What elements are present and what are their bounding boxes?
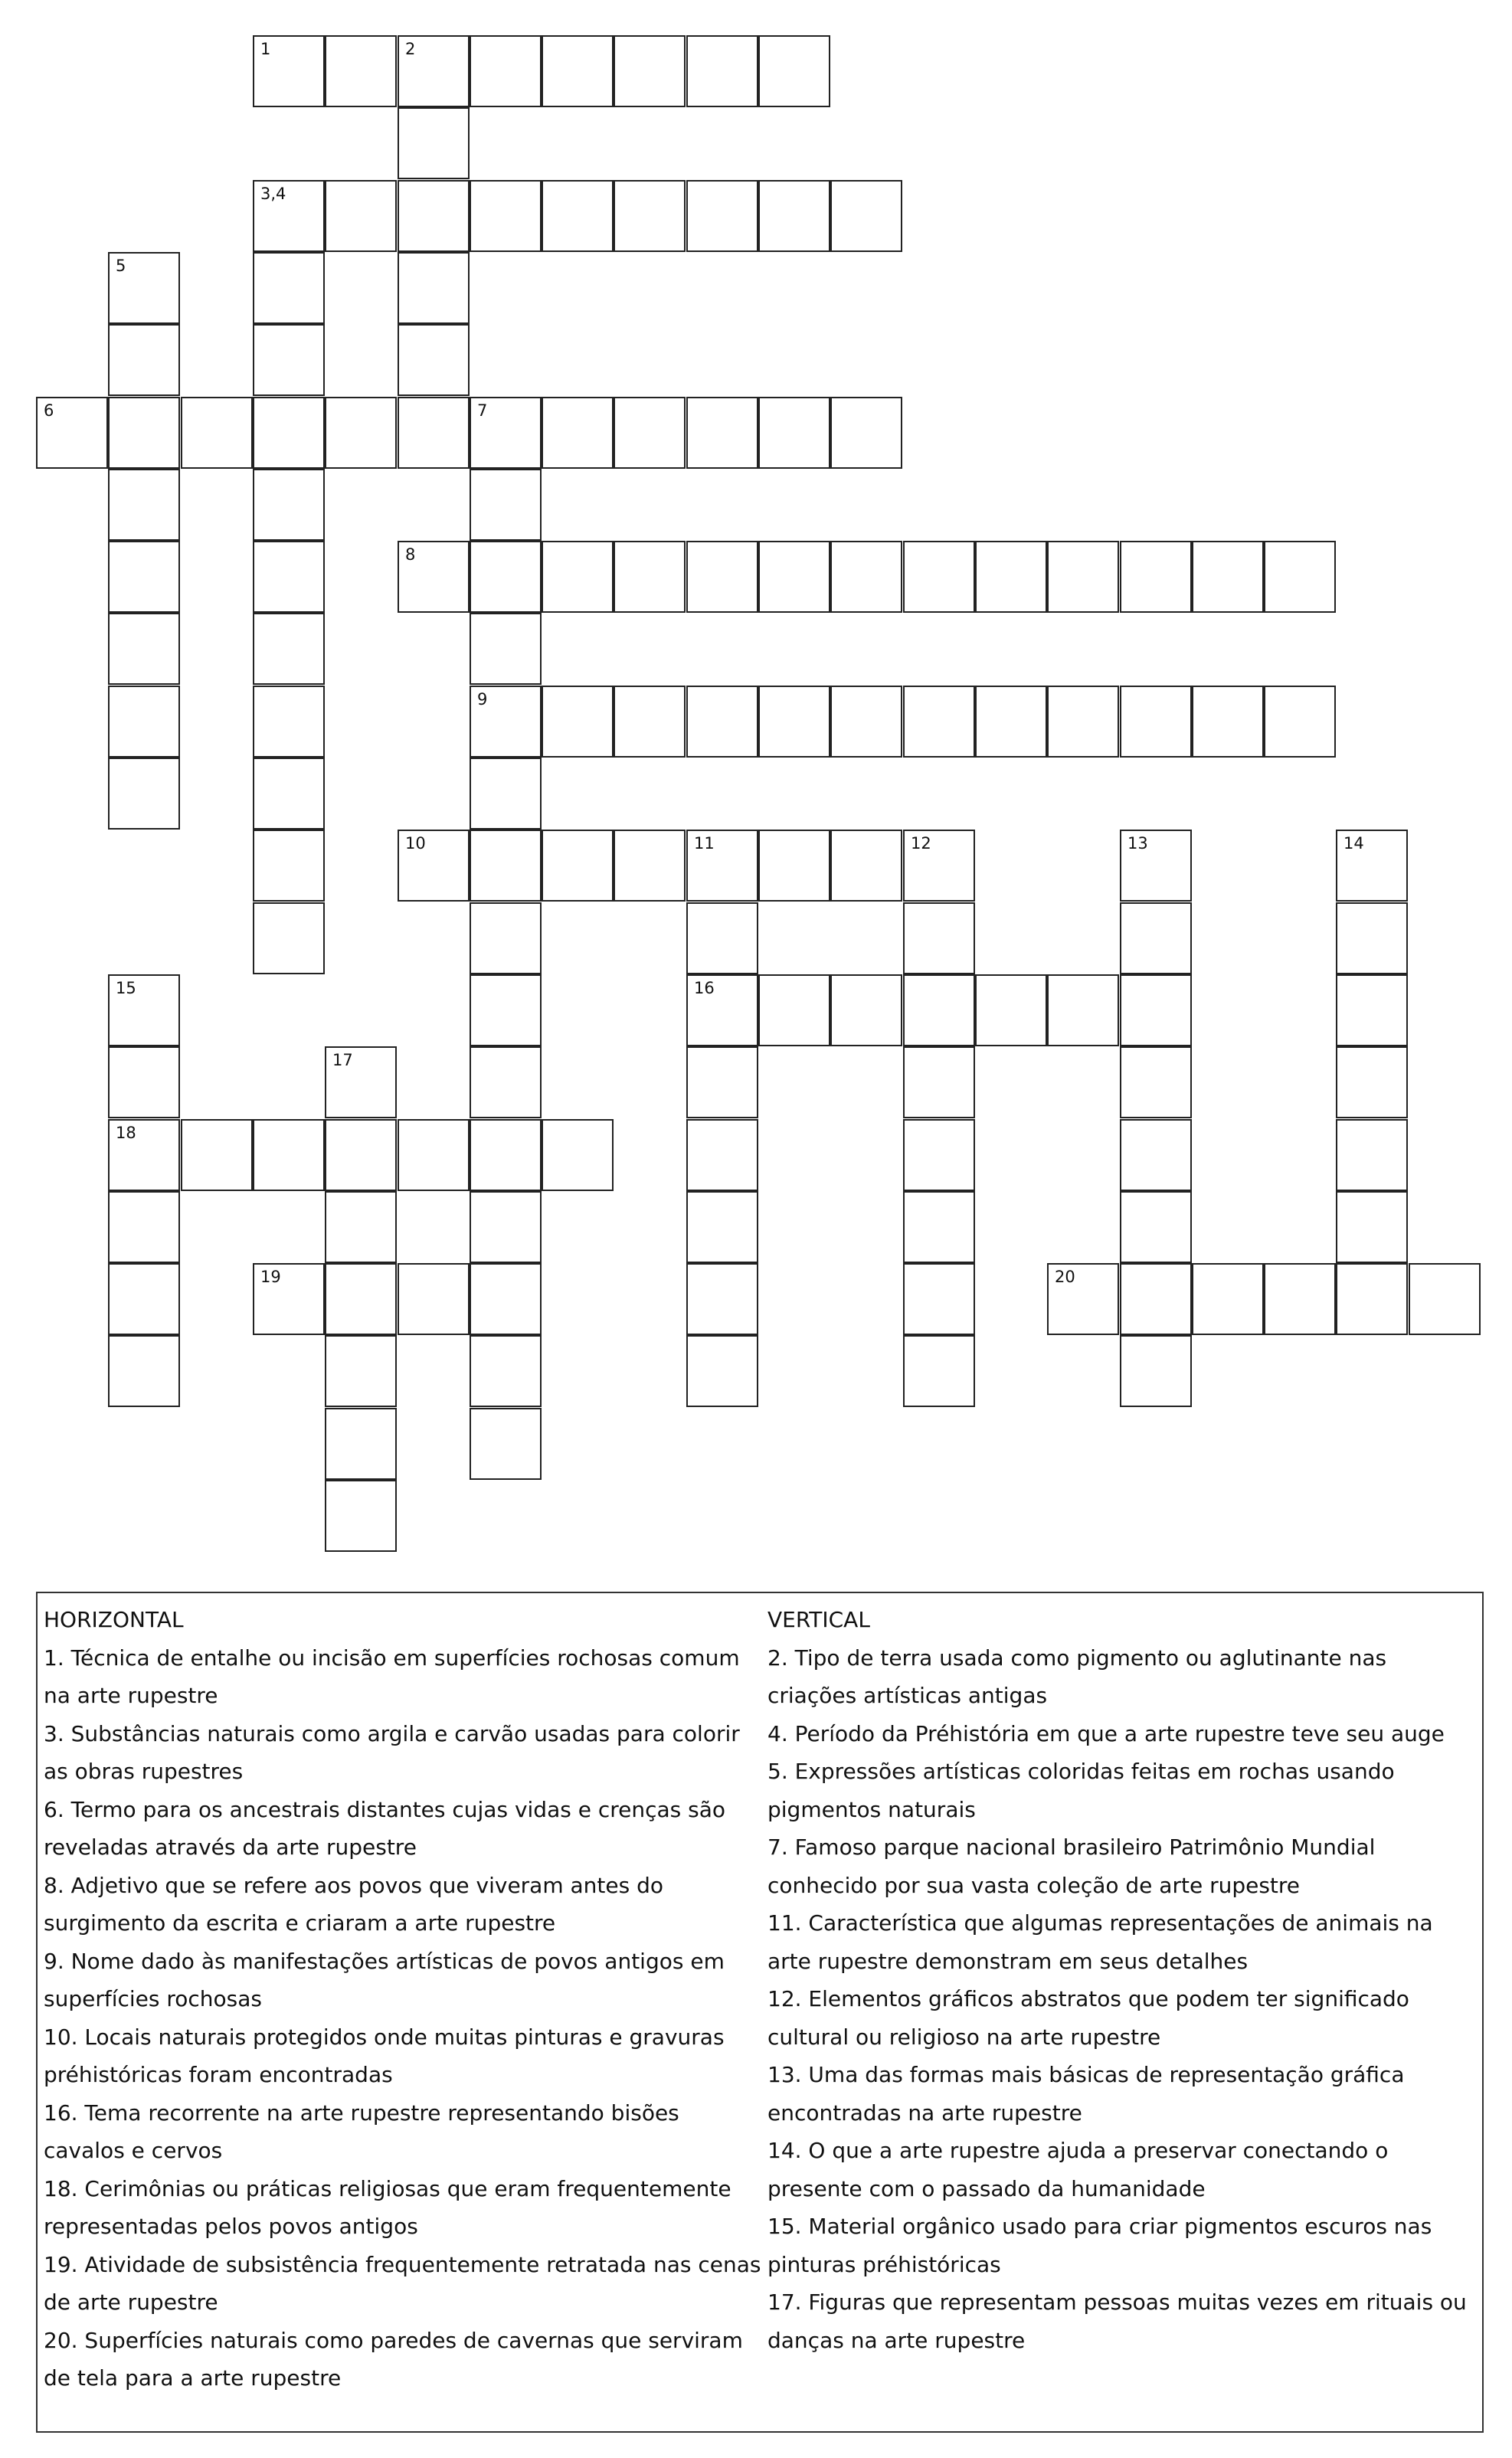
- clue-number: 16: [694, 979, 715, 997]
- clue-number: 7: [477, 401, 488, 420]
- grid-cell[interactable]: [1120, 830, 1192, 902]
- clue-h-18: 18. Cerimônias ou práticas religiosas que eram frequentemente representadas pelos povos antigos: [44, 2175, 731, 2239]
- grid-cell[interactable]: [686, 1335, 758, 1407]
- grid-cell[interactable]: [108, 541, 180, 613]
- clue-v-11: 11. Característica que algumas representações de animais na arte rupestre demonstram em seus detalhes: [767, 1910, 1433, 1974]
- grid-cell[interactable]: [1336, 974, 1408, 1046]
- grid-cell[interactable]: [253, 324, 325, 396]
- grid-cell[interactable]: [1047, 1263, 1119, 1335]
- grid-cell[interactable]: [1120, 1335, 1192, 1407]
- grid-cell[interactable]: [108, 613, 180, 685]
- clue-number: 18: [116, 1124, 136, 1142]
- grid-cell[interactable]: [542, 180, 614, 252]
- grid-cell[interactable]: [325, 1046, 397, 1118]
- grid-cell[interactable]: [614, 397, 686, 469]
- grid-cell[interactable]: [470, 469, 542, 541]
- grid-cell[interactable]: [470, 180, 542, 252]
- grid-cell[interactable]: [1336, 830, 1408, 902]
- grid-cell[interactable]: [253, 686, 325, 758]
- grid-cell[interactable]: [398, 541, 470, 613]
- clue-v-5: 5. Expressões artísticas coloridas feitas em rochas usando pigmentos naturais: [767, 1759, 1395, 1822]
- grid-cell[interactable]: [614, 541, 686, 613]
- grid-cell[interactable]: [686, 1119, 758, 1191]
- grid-cell[interactable]: [253, 613, 325, 685]
- grid-cell[interactable]: [542, 397, 614, 469]
- grid-cell[interactable]: [903, 1191, 975, 1263]
- grid-cell[interactable]: [1120, 974, 1192, 1046]
- grid-cell[interactable]: [1120, 686, 1192, 758]
- grid-cell[interactable]: [181, 397, 253, 469]
- grid-cell[interactable]: [108, 1335, 180, 1407]
- clue-v-4: 4. Período da Préhistória em que a arte rupestre teve seu auge: [767, 1720, 1445, 1746]
- grid-cell[interactable]: [36, 397, 108, 469]
- grid-cell[interactable]: [686, 974, 758, 1046]
- clue-number: 12: [911, 834, 931, 853]
- grid-cell[interactable]: [253, 35, 325, 107]
- clue-v-12: 12. Elementos gráficos abstratos que podem ter significado cultural ou religioso na arte rupestre: [767, 1986, 1409, 2050]
- grid-cell[interactable]: [686, 1263, 758, 1335]
- grid-cell[interactable]: [686, 1046, 758, 1118]
- horizontal-clues: [44, 1601, 764, 2397]
- clue-number: 13: [1127, 834, 1148, 853]
- grid-cell[interactable]: [325, 180, 397, 252]
- grid-cell[interactable]: [1192, 686, 1264, 758]
- grid-cell[interactable]: [108, 1119, 180, 1191]
- horizontal-heading: HORIZONTAL: [44, 1607, 184, 1632]
- grid-cell[interactable]: [325, 1335, 397, 1407]
- grid-cell[interactable]: [108, 252, 180, 324]
- grid-cell[interactable]: [542, 830, 614, 902]
- clue-number: 15: [116, 979, 136, 997]
- grid-cell[interactable]: [470, 1263, 542, 1335]
- clue-number: 8: [405, 545, 416, 564]
- clue-v-14: 14. O que a arte rupestre ajuda a preservar conectando o presente com o passado da humanidade: [767, 2138, 1389, 2201]
- grid-cell[interactable]: [1120, 1046, 1192, 1118]
- clue-number: 20: [1055, 1268, 1075, 1286]
- grid-cell[interactable]: [108, 397, 180, 469]
- grid-cell[interactable]: [325, 1119, 397, 1191]
- clue-number: 14: [1343, 834, 1364, 853]
- grid-cell[interactable]: [975, 974, 1047, 1046]
- grid-cell[interactable]: [830, 541, 902, 613]
- grid-cell[interactable]: [830, 397, 902, 469]
- grid-cell[interactable]: [1192, 1263, 1264, 1335]
- grid-cell[interactable]: [398, 107, 470, 179]
- grid-cell[interactable]: [325, 1263, 397, 1335]
- grid-cell[interactable]: [398, 1263, 470, 1335]
- grid-cell[interactable]: [1047, 686, 1119, 758]
- grid-cell[interactable]: [686, 830, 758, 902]
- grid-cell[interactable]: [398, 397, 470, 469]
- clue-v-15: 15. Material orgânico usado para criar pigmentos escuros nas pinturas préhistóricas: [767, 2214, 1432, 2277]
- grid-cell[interactable]: [1336, 1191, 1408, 1263]
- clue-v-13: 13. Uma das formas mais básicas de representação gráfica encontradas na arte rupestre: [767, 2062, 1405, 2126]
- grid-cell[interactable]: [325, 1408, 397, 1480]
- grid-cell[interactable]: [542, 541, 614, 613]
- grid-cell[interactable]: [975, 541, 1047, 613]
- grid-cell[interactable]: [1264, 686, 1336, 758]
- grid-cell[interactable]: [253, 541, 325, 613]
- grid-cell[interactable]: [398, 35, 470, 107]
- grid-cell[interactable]: [686, 180, 758, 252]
- grid-cell[interactable]: [470, 1408, 542, 1480]
- grid-cell[interactable]: [108, 1263, 180, 1335]
- grid-cell[interactable]: [903, 902, 975, 974]
- grid-cell[interactable]: [758, 686, 830, 758]
- grid-cell[interactable]: [830, 830, 902, 902]
- grid-cell[interactable]: [903, 1046, 975, 1118]
- grid-cell[interactable]: [686, 397, 758, 469]
- grid-cell[interactable]: [108, 758, 180, 830]
- grid-cell[interactable]: [470, 974, 542, 1046]
- grid-cell[interactable]: [253, 830, 325, 902]
- grid-cell[interactable]: [470, 35, 542, 107]
- clue-h-3: 3. Substâncias naturais como argila e carvão usadas para colorir as obras rupestres: [44, 1720, 740, 1784]
- grid-cell[interactable]: [1336, 1046, 1408, 1118]
- clue-number: 11: [694, 834, 715, 853]
- clue-number: 3,4: [260, 185, 286, 203]
- clue-h-9: 9. Nome dado às manifestações artísticas de povos antigos em superfícies rochosas: [44, 1948, 725, 2011]
- grid-cell[interactable]: [325, 1480, 397, 1552]
- grid-cell[interactable]: [903, 830, 975, 902]
- grid-cell[interactable]: [1409, 1263, 1481, 1335]
- grid-cell[interactable]: [398, 180, 470, 252]
- grid-cell[interactable]: [758, 830, 830, 902]
- grid-cell[interactable]: [325, 397, 397, 469]
- grid-cell[interactable]: [253, 902, 325, 974]
- grid-cell[interactable]: [542, 1119, 614, 1191]
- grid-cell[interactable]: [1336, 902, 1408, 974]
- grid-cell[interactable]: [614, 830, 686, 902]
- grid-cell[interactable]: [686, 541, 758, 613]
- grid-cell[interactable]: [108, 1046, 180, 1118]
- clue-h-10: 10. Locais naturais protegidos onde muitas pinturas e gravuras préhistóricas foram encontradas: [44, 2024, 725, 2087]
- grid-cell[interactable]: [686, 686, 758, 758]
- grid-cell[interactable]: [181, 1119, 253, 1191]
- grid-cell[interactable]: [758, 180, 830, 252]
- grid-cell[interactable]: [108, 1191, 180, 1263]
- clue-number: 9: [477, 690, 488, 709]
- grid-cell[interactable]: [470, 541, 542, 613]
- grid-cell[interactable]: [470, 1119, 542, 1191]
- clue-v-17: 17. Figuras que representam pessoas muitas vezes em rituais ou danças na arte rupestre: [767, 2289, 1467, 2353]
- grid-cell[interactable]: [686, 35, 758, 107]
- grid-cell[interactable]: [758, 35, 830, 107]
- clue-number: 17: [332, 1051, 353, 1069]
- grid-cell[interactable]: [903, 1335, 975, 1407]
- clue-v-2: 2. Tipo de terra usada como pigmento ou aglutinante nas criações artísticas antigas: [767, 1645, 1387, 1708]
- grid-cell[interactable]: [253, 758, 325, 830]
- clue-h-6: 6. Termo para os ancestrais distantes cujas vidas e crenças são reveladas através da arte rupestre: [44, 1796, 726, 1860]
- grid-cell[interactable]: [470, 758, 542, 830]
- grid-cell[interactable]: [903, 974, 975, 1046]
- clue-h-19: 19. Atividade de subsistência frequentemente retratada nas cenas de arte rupestre: [44, 2251, 761, 2315]
- grid-cell[interactable]: [325, 1191, 397, 1263]
- clue-h-1: 1. Técnica de entalhe ou incisão em superfícies rochosas comum na arte rupestre: [44, 1645, 740, 1708]
- grid-cell[interactable]: [830, 974, 902, 1046]
- clue-number: 19: [260, 1268, 281, 1286]
- clue-number: 6: [44, 401, 54, 420]
- grid-cell[interactable]: [253, 180, 325, 252]
- grid-cell[interactable]: [542, 686, 614, 758]
- grid-cell[interactable]: [108, 469, 180, 541]
- grid-cell[interactable]: [253, 1263, 325, 1335]
- grid-cell[interactable]: [686, 1191, 758, 1263]
- grid-cell[interactable]: [470, 902, 542, 974]
- grid-cell[interactable]: [758, 974, 830, 1046]
- grid-cell[interactable]: [1120, 1119, 1192, 1191]
- clue-h-8: 8. Adjetivo que se refere aos povos que viveram antes do surgimento da escrita e criaram a arte rupestre: [44, 1872, 664, 1936]
- grid-cell[interactable]: [398, 830, 470, 902]
- grid-cell[interactable]: [108, 974, 180, 1046]
- vertical-heading: VERTICAL: [767, 1607, 870, 1632]
- grid-cell[interactable]: [1047, 541, 1119, 613]
- clue-number: 2: [405, 40, 416, 58]
- grid-cell[interactable]: [470, 686, 542, 758]
- grid-cell[interactable]: [325, 35, 397, 107]
- grid-cell[interactable]: [253, 469, 325, 541]
- grid-cell[interactable]: [470, 830, 542, 902]
- grid-cell[interactable]: [1336, 1119, 1408, 1191]
- vertical-clues: [767, 1601, 1480, 2359]
- grid-cell[interactable]: [903, 1263, 975, 1335]
- grid-cell[interactable]: [758, 541, 830, 613]
- clues-box: [36, 1592, 1484, 2433]
- grid-cell[interactable]: [830, 686, 902, 758]
- grid-cell[interactable]: [542, 35, 614, 107]
- grid-cell[interactable]: [975, 686, 1047, 758]
- grid-cell[interactable]: [470, 1191, 542, 1263]
- grid-cell[interactable]: [470, 1335, 542, 1407]
- grid-cell[interactable]: [398, 324, 470, 396]
- grid-cell[interactable]: [903, 541, 975, 613]
- grid-cell[interactable]: [398, 1119, 470, 1191]
- grid-cell[interactable]: [614, 180, 686, 252]
- clue-h-16: 16. Tema recorrente na arte rupestre representando bisões cavalos e cervos: [44, 2100, 679, 2163]
- grid-cell[interactable]: [398, 252, 470, 324]
- grid-cell[interactable]: [1120, 541, 1192, 613]
- grid-cell[interactable]: [470, 613, 542, 685]
- grid-cell[interactable]: [1047, 974, 1119, 1046]
- grid-cell[interactable]: [903, 686, 975, 758]
- clue-number: 5: [116, 257, 126, 275]
- grid-cell[interactable]: [903, 1119, 975, 1191]
- grid-cell[interactable]: [1336, 1263, 1408, 1335]
- grid-cell[interactable]: [614, 35, 686, 107]
- grid-cell[interactable]: [470, 397, 542, 469]
- grid-cell[interactable]: [253, 397, 325, 469]
- grid-cell[interactable]: [253, 1119, 325, 1191]
- grid-cell[interactable]: [1120, 1191, 1192, 1263]
- clue-v-7: 7. Famoso parque nacional brasileiro Patrimônio Mundial conhecido por sua vasta coleção de arte rupestre: [767, 1834, 1376, 1898]
- grid-cell[interactable]: [108, 686, 180, 758]
- grid-cell[interactable]: [758, 397, 830, 469]
- grid-cell[interactable]: [1120, 902, 1192, 974]
- clue-number: 1: [260, 40, 271, 58]
- grid-cell[interactable]: [108, 324, 180, 396]
- grid-cell[interactable]: [686, 902, 758, 974]
- grid-cell[interactable]: [830, 180, 902, 252]
- grid-cell[interactable]: [1192, 541, 1264, 613]
- grid-cell[interactable]: [470, 1046, 542, 1118]
- grid-cell[interactable]: [1120, 1263, 1192, 1335]
- clue-h-20: 20. Superfícies naturais como paredes de cavernas que serviram de tela para a arte rupestre: [44, 2327, 743, 2391]
- grid-cell[interactable]: [1264, 1263, 1336, 1335]
- clue-number: 10: [405, 834, 426, 853]
- grid-cell[interactable]: [1264, 541, 1336, 613]
- grid-cell[interactable]: [614, 686, 686, 758]
- grid-cell[interactable]: [253, 252, 325, 324]
